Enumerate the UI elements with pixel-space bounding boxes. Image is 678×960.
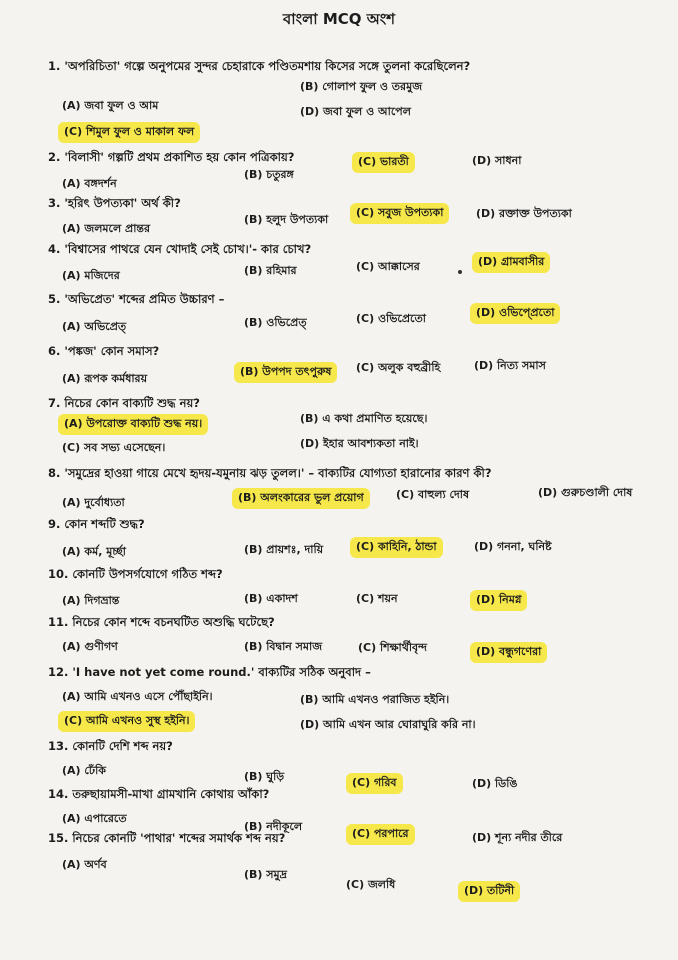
ink-dot xyxy=(458,270,462,274)
q4-option-d: (D) গ্রামবাসীর xyxy=(472,252,550,273)
question-15: 15. নিচের কোনটি 'পাথার' শব্দের সমার্থক শব্দ নয়? xyxy=(48,831,286,845)
question-5: 5. 'অভিপ্রেত' শব্দের প্রমিত উচ্চারণ – xyxy=(48,292,225,306)
q4-option-c: (C) আক্কাসের xyxy=(356,260,420,273)
q14-option-a: (A) এপারেতে xyxy=(62,812,127,825)
question-1: 1. 'অপরিচিতা' গল্পে অনুপমের সুন্দর চেহারাকে পণ্ডিতমশায় কিসের সঙ্গে তুলনা করেছিলেন? xyxy=(48,59,471,73)
q13-option-b: (B) ঘুড়ি xyxy=(244,770,285,783)
q11-option-a: (A) গুণীগণ xyxy=(62,640,118,653)
q2-option-a: (A) বঙ্গদর্শন xyxy=(62,177,117,190)
page-title: বাংলা MCQ অংশ xyxy=(282,10,396,28)
q10-option-b: (B) একাদশ xyxy=(244,592,298,605)
q1-option-d: (D) জবা ফুল ও আপেল xyxy=(300,105,411,118)
q4-option-a: (A) মজিদের xyxy=(62,269,120,282)
q11-option-d: (D) বন্ধুগণেরা xyxy=(470,642,547,663)
q6-option-c: (C) অলুক বহুব্রীহি xyxy=(356,361,441,374)
q7-option-a: (A) উপরোক্ত বাক্যটি শুদ্ধ নয়। xyxy=(58,414,208,435)
q1-option-b: (B) গোলাপ ফুল ও তরমুজ xyxy=(300,80,423,93)
q10-option-c: (C) শয়ন xyxy=(356,592,398,605)
q8-option-b: (B) অলংকারের ভুল প্রয়োগ xyxy=(232,488,370,509)
q3-option-c: (C) সবুজ উপত্যকা xyxy=(350,203,449,224)
q3-option-b: (B) হলুদ উপত্যকা xyxy=(244,213,329,226)
question-7: 7. নিচের কোন বাক্যটি শুদ্ধ নয়? xyxy=(48,396,200,410)
q5-option-b: (B) ওভিপ্রেত্ xyxy=(244,316,307,329)
q15-option-a: (A) অর্ণব xyxy=(62,858,107,871)
question-3: 3. 'হরিৎ উপত্যকা' অর্থ কী? xyxy=(48,196,181,210)
q12-option-b: (B) আমি এখনও পরাজিত হইনি। xyxy=(300,693,450,706)
q3-option-d: (D) রক্তাক্ত উপত্যকা xyxy=(476,207,572,220)
question-8: 8. 'সমুদ্রের হাওয়া গায়ে মেখে হৃদয়-যমুনায় ঝড় তুলল।' – বাক্যটির যোগ্যতা হারানোর কারণ কী? xyxy=(48,466,492,480)
q13-option-c: (C) গরিব xyxy=(346,773,403,794)
q1-option-c: (C) শিমুল ফুল ও মাকাল ফল xyxy=(58,122,200,143)
q13-option-d: (D) ডিঙি xyxy=(472,777,518,790)
question-9: 9. কোন শব্দটি শুদ্ধ? xyxy=(48,517,145,531)
q7-option-c: (C) সব সভ্য এসেছেন। xyxy=(62,441,166,454)
question-14: 14. তরুছায়ামসী-মাখা গ্রামখানি কোথায় আঁকা? xyxy=(48,787,270,801)
q2-option-d: (D) সাধনা xyxy=(472,154,522,167)
q8-option-d: (D) গুরুচণ্ডালী দোষ xyxy=(538,486,633,499)
question-4: 4. 'বিশ্বাসের পাথরে যেন খোদাই সেই চোখ।'- কার চোখ? xyxy=(48,242,312,256)
q7-option-d: (D) ইহার আবশ্যকতা নাই। xyxy=(300,437,419,450)
question-13: 13. কোনটি দেশি শব্দ নয়? xyxy=(48,739,173,753)
question-2: 2. 'বিলাসী' গল্পটি প্রথম প্রকাশিত হয় কোন পত্রিকায়? xyxy=(48,150,295,164)
q9-option-a: (A) কর্ম, মূর্চ্ছা xyxy=(62,545,126,558)
q9-option-c: (C) কাহিনি, ঠান্ডা xyxy=(350,537,443,558)
q2-option-c: (C) ভারতী xyxy=(352,152,415,173)
question-12: 12. 'I have not yet come round.' বাক্যটির সঠিক অনুবাদ – xyxy=(48,665,371,679)
q12-option-a: (A) আমি এখনও এসে পৌঁছাইনি। xyxy=(62,690,213,703)
q12-option-c: (C) আমি এখনও সুস্থ হইনি। xyxy=(58,711,195,732)
q11-option-b: (B) বিদ্বান সমাজ xyxy=(244,640,323,653)
q5-option-d: (D) ওভিপ্প্রেতো xyxy=(470,303,560,324)
question-11: 11. নিচের কোন শব্দে বচনঘটিত অশুদ্ধি ঘটেছে? xyxy=(48,615,275,629)
q8-option-c: (C) বাহুল্য দোষ xyxy=(396,488,470,501)
q5-option-a: (A) অভিপ্রেত্ xyxy=(62,320,127,333)
q5-option-c: (C) ওভিপ্রেতো xyxy=(356,312,426,325)
q15-option-c: (C) জলধি xyxy=(346,878,396,891)
q14-option-c: (C) পরপারে xyxy=(346,824,415,845)
q6-option-b: (B) উপপদ তৎপুরুষ xyxy=(234,362,337,383)
q15-option-d: (D) তটিনী xyxy=(458,881,520,902)
q14-option-b: (B) নদীকূলে xyxy=(244,820,303,833)
q10-option-d: (D) নিমগ্ন xyxy=(470,590,527,611)
q10-option-a: (A) দিগভ্রান্ত xyxy=(62,594,120,607)
q7-option-b: (B) এ কথা প্রমাণিত হয়েছে। xyxy=(300,412,428,425)
q1-option-a: (A) জবা ফুল ও আম xyxy=(62,99,159,112)
q3-option-a: (A) জলমলে প্রান্তর xyxy=(62,222,151,235)
q6-option-a: (A) রূপক কর্মধারয় xyxy=(62,372,148,385)
question-6: 6. 'পঙ্কজ' কোন সমাস? xyxy=(48,344,160,358)
q2-option-b: (B) চতুরঙ্গ xyxy=(244,168,294,181)
question-10: 10. কোনটি উপসর্গযোগে গঠিত শব্দ? xyxy=(48,567,223,581)
q9-option-b: (B) প্রায়শঃ, দায়ি xyxy=(244,543,324,556)
q4-option-b: (B) রহিমার xyxy=(244,264,297,277)
q9-option-d: (D) গননা, ঘনিষ্ট xyxy=(474,540,552,553)
q6-option-d: (D) নিত্য সমাস xyxy=(474,359,546,372)
q12-option-d: (D) আমি এখন আর ঘোরাঘুরি করি না। xyxy=(300,718,476,731)
q15-option-b: (B) সমুদ্র xyxy=(244,868,287,881)
q8-option-a: (A) দুর্বোধ্যতা xyxy=(62,496,125,509)
q13-option-a: (A) ঢেঁকি xyxy=(62,764,106,777)
q11-option-c: (C) শিক্ষার্থীবৃন্দ xyxy=(358,641,427,654)
q14-option-d: (D) শূন্য নদীর তীরে xyxy=(472,831,563,844)
